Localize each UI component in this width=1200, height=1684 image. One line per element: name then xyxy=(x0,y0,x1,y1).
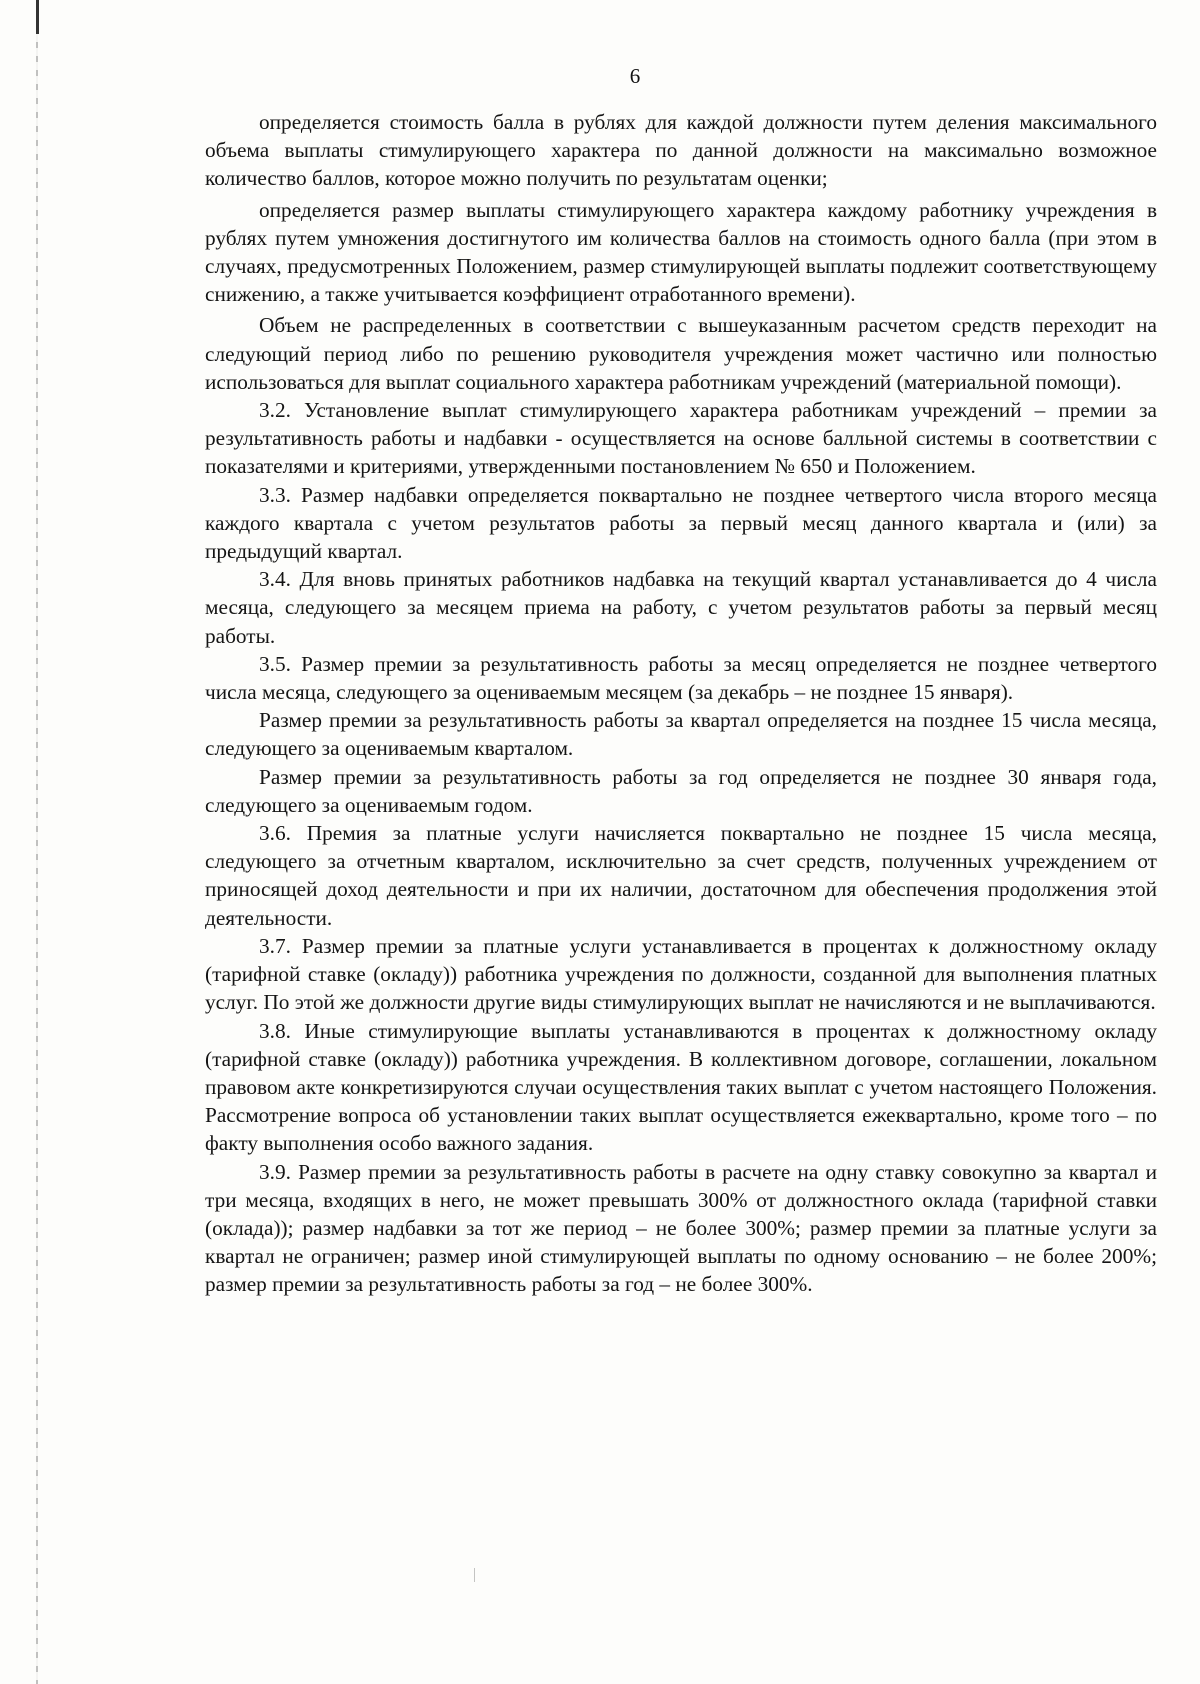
paragraph-3-4: 3.4. Для вновь принятых работников надбавка на текущий квартал устанавливается до 4 числа месяца, следующего за месяцем приема на работу, с учетом результатов работы за первый месяц работы. xyxy=(205,567,1157,648)
scan-edge-line xyxy=(36,0,38,1684)
paragraph-3-5: 3.5. Размер премии за результативность работы за месяц определяется не позднее четвертого числа месяца, следующего за оцениваемым месяцем (за декабрь – не позднее 15 января). xyxy=(205,651,1157,705)
paragraph-3-6: 3.6. Премия за платные услуги начисляется поквартально не позднее 15 числа месяца, следующего за отчетным кварталом, исключительно за счет средств, полученных учреждением от приносящей доход деятельности и при их наличии, достаточном для обеспечения продолжения этой деятельности. xyxy=(205,821,1157,930)
paragraph-3-8: 3.8. Иные стимулирующие выплаты устанавливаются в процентах к должностному окладу (тарифной ставке (окладу)) работника учреждения. В коллективном договоре, соглашении, локальном правовом акте конкретизируются случаи осуществления таких выплат с учетом настоящего Положения. Рассмотрение вопроса об установлении таких выплат осуществляется ежеквартально, кроме того – по факту выполнения особо важного задания. xyxy=(205,1018,1157,1156)
paragraph-payment-size: определяется размер выплаты стимулирующего характера каждому работнику учреждения в рублях путем умножения достигнутого им количества баллов на стоимость одного балла (при этом в случаях, предусмотренных Положением, размер стимулирующей выплаты подлежит соответствующему снижению, а также учитывается коэффициент отработанного времени). xyxy=(205,197,1157,307)
paragraph-year-bonus: Размер премии за результативность работы за год определяется не позднее 30 января года, следующего за оцениваемым годом. xyxy=(205,764,1157,817)
paragraph-3-3: 3.3. Размер надбавки определяется поквартально не позднее четвертого числа второго месяца каждого квартала с учетом результатов работы за первый месяц данного квартала и (или) за предыдущий квартал. xyxy=(205,482,1157,564)
paragraph-3-2: 3.2. Установление выплат стимулирующего характера работникам учреждений – премии за результативность работы и надбавки - осуществляется на основе балльной системы в соответствии с показателями и критериями, утвержденными постановлением № 650 и Положением. xyxy=(205,398,1157,479)
scan-artifact xyxy=(474,1568,475,1582)
paragraph-cost-of-point: определяется стоимость балла в рублях для каждой должности путем деления максимального объема выплаты стимулирующего характера по данной должности на максимально возможное количество баллов, которое можно получить по результатам оценки; xyxy=(205,110,1157,191)
scan-edge-mark xyxy=(36,0,39,34)
page-number: 6 xyxy=(629,64,641,88)
paragraph-3-7: 3.7. Размер премии за платные услуги устанавливается в процентах к должностному окладу (тарифной ставке (окладу)) работника учреждения по должности, созданной для выполнения платных услуг. По этой же должности другие виды стимулирующих выплат не начисляются и не выплачиваются. xyxy=(205,933,1157,1015)
paragraph-3-9: 3.9. Размер премии за результативность работы в расчете на одну ставку совокупно за квартал и три месяца, входящих в него, не может превышать 300% от должностного оклада (тарифной ставки (оклада)); размер надбавки за тот же период – не более 300%; размер премии за платные услуги за квартал не ограничен; размер иной стимулирующей выплаты по одному основанию – не более 200%; размер премии за результативность работы за год – не более 300%. xyxy=(205,1159,1157,1297)
document-body xyxy=(205,108,1157,1299)
paragraph-undistributed-funds: Объем не распределенных в соответствии с вышеуказанным расчетом средств переходит на следующий период либо по решению руководителя учреждения может частично или полностью использоваться для выплат социального характера работникам учреждений (материальной помощи). xyxy=(205,313,1157,394)
paragraph-quarter-bonus: Размер премии за результативность работы за квартал определяется на позднее 15 числа месяца, следующего за оцениваемым кварталом. xyxy=(205,708,1157,761)
